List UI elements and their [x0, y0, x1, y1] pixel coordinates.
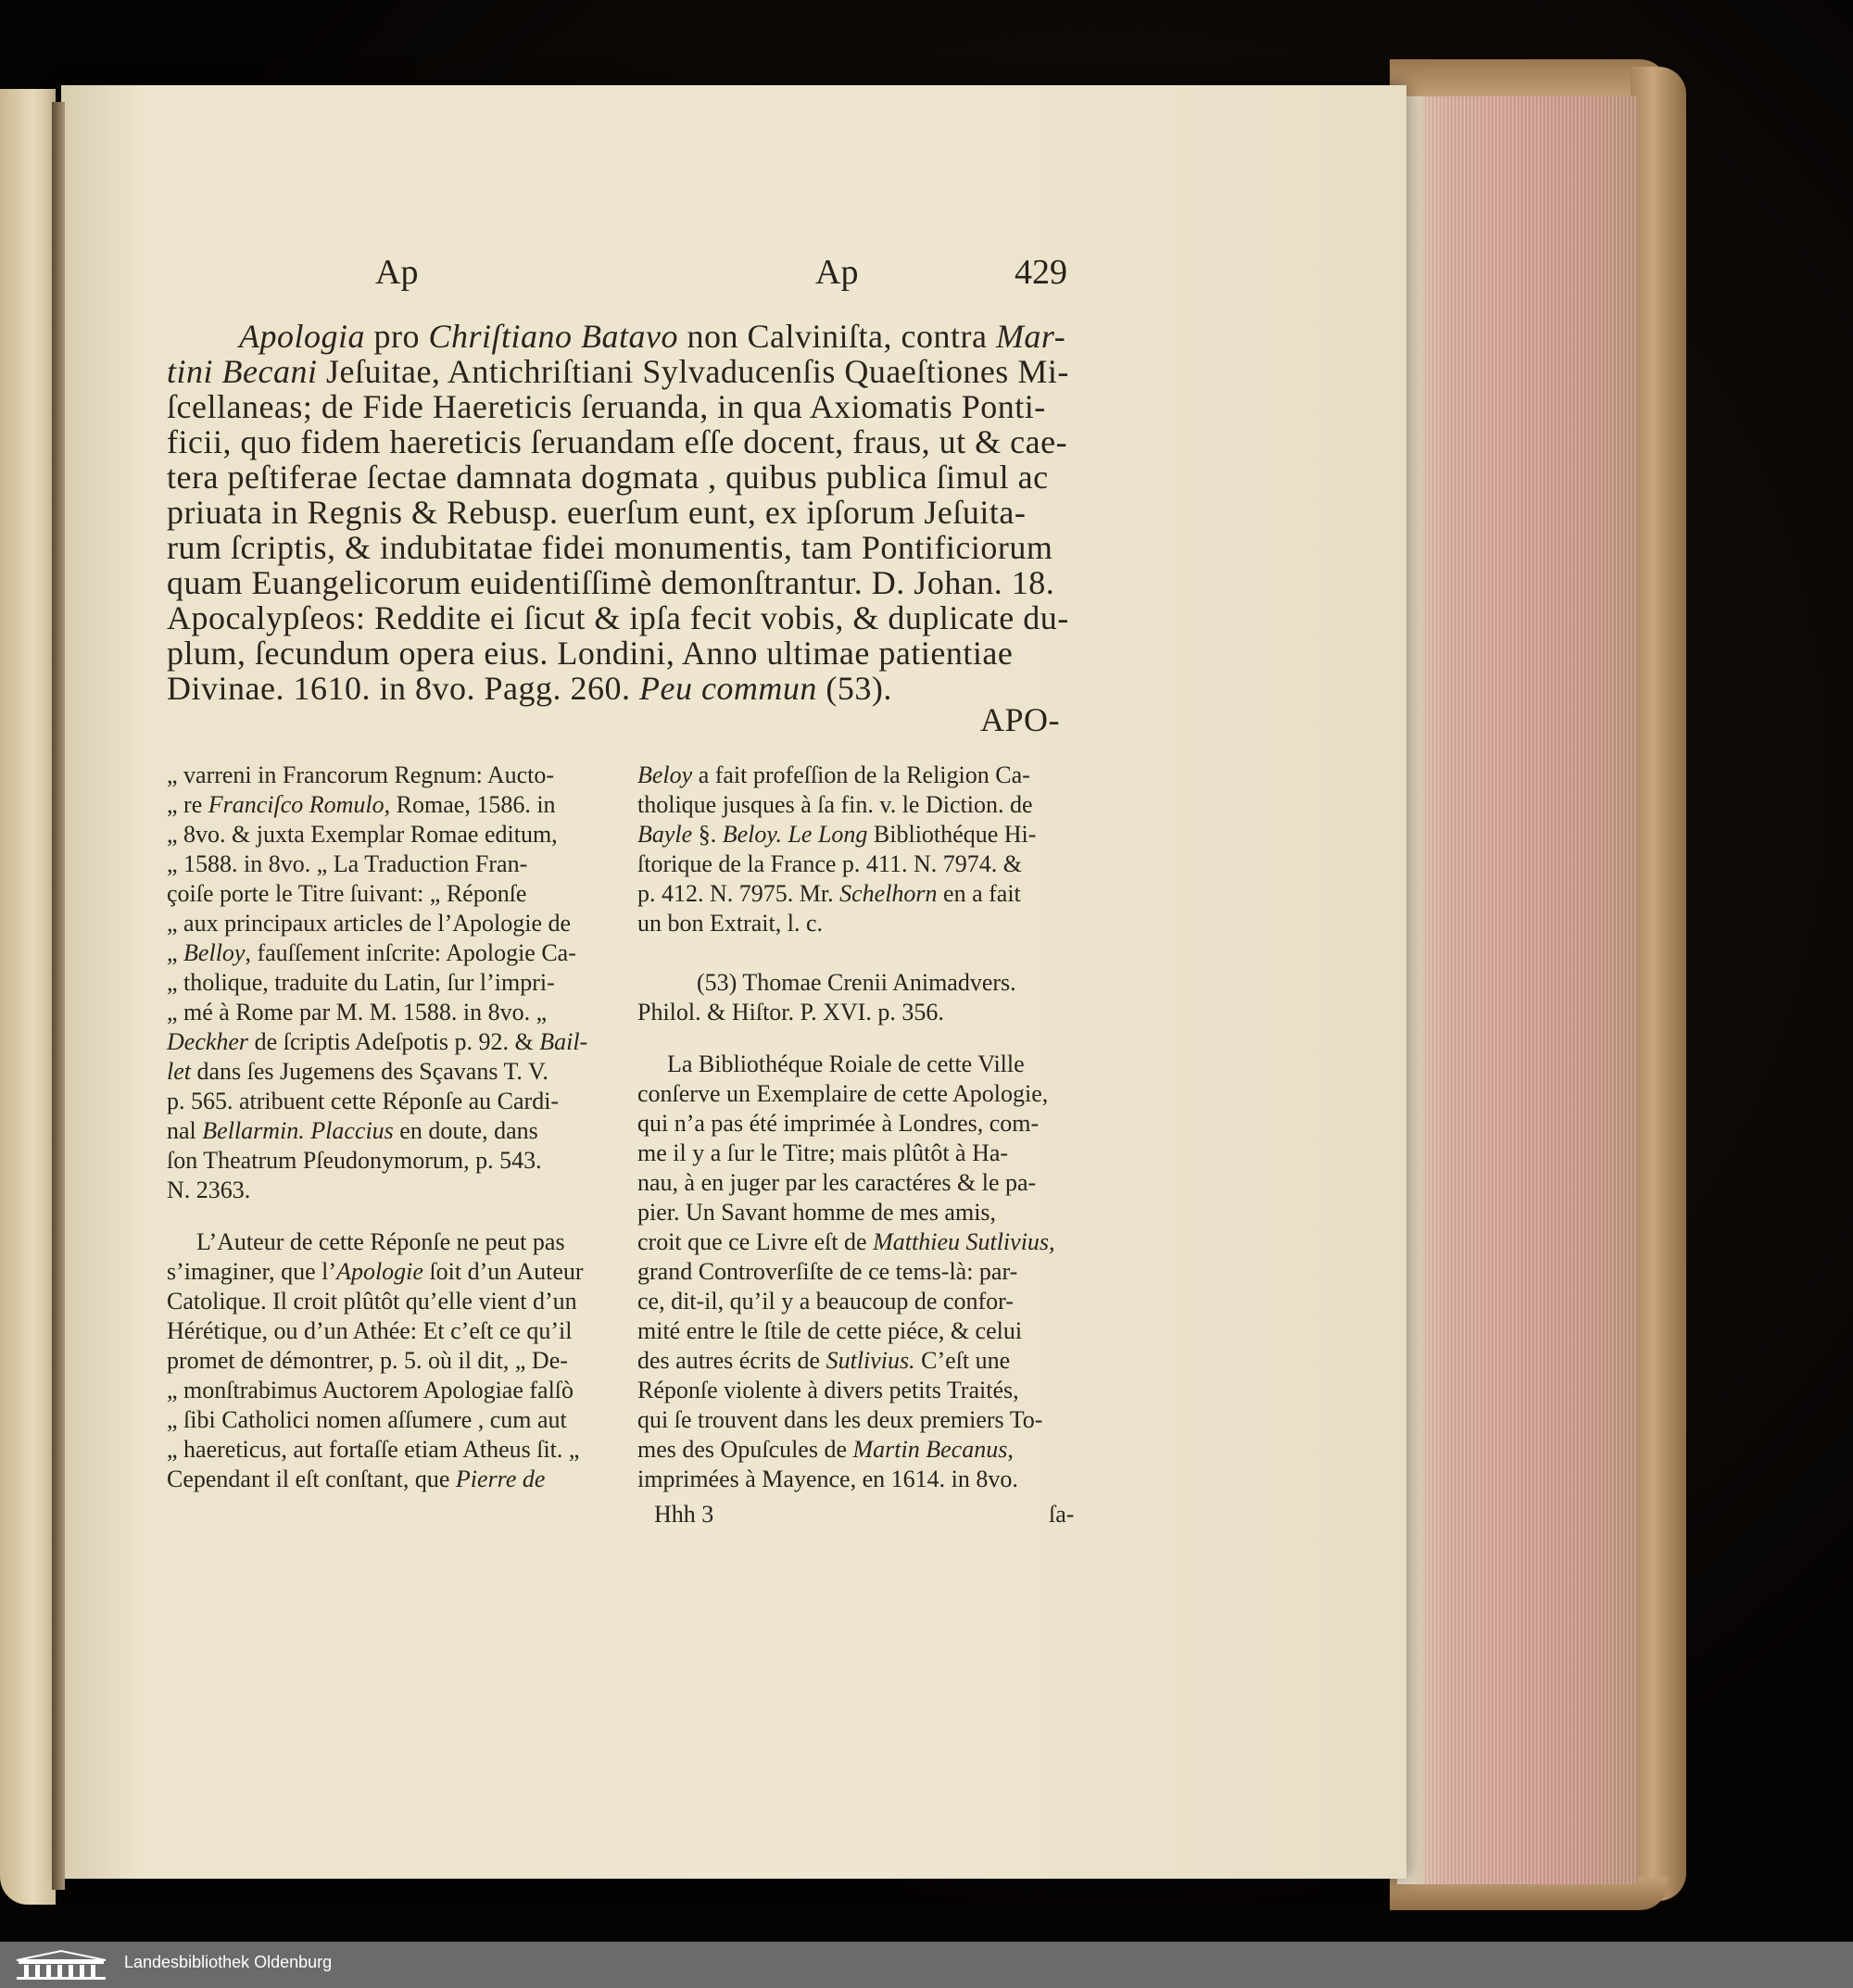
- main-entry-line: priuata in Regnis & Rebusp. euerſum eunt, ex ipſorum Jeſuita-: [167, 494, 1027, 531]
- right-col-line: qui ſe trouvent dans les deux premiers To-: [637, 1406, 1043, 1433]
- right-col-line: qui n’a pas été imprimée à Londres, com-: [637, 1110, 1040, 1137]
- signature-mark: Hhh 3: [654, 1501, 714, 1528]
- page-block-fore-edge: [1397, 96, 1638, 1884]
- main-entry-line: tera peſtiferae ſectae damnata dogmata , quibus publica ſimul ac: [167, 459, 1049, 496]
- left-col-line: „ mé à Rome par M. M. 1588. in 8vo. „: [167, 999, 548, 1025]
- left-col-line: „ Belloy, fauſſement inſcrite: Apologie Ca-: [167, 939, 576, 966]
- left-col-line: p. 565. atribuent cette Réponſe au Cardi-: [167, 1088, 560, 1114]
- left-col-line: L’Auteur de cette Réponſe ne peut pas: [196, 1228, 565, 1255]
- left-col-line: „ varreni in Francorum Regnum: Aucto-: [167, 761, 555, 788]
- right-col-line: conſerve un Exemplaire de cette Apologie,: [637, 1080, 1049, 1107]
- left-col-line: promet de démontrer, p. 5. où il dit, „ De-: [167, 1347, 568, 1374]
- left-col-line: Deckher de ſcriptis Adeſpotis p. 92. & Bail-: [167, 1028, 588, 1055]
- right-col-line: mes des Opuſcules de Martin Becanus,: [637, 1436, 1014, 1463]
- main-entry-line: Divinae. 1610. in 8vo. Pagg. 260. Peu commun (53).: [167, 670, 892, 707]
- catchword-main: APO-: [980, 701, 1061, 738]
- left-col-line: „ monſtrabimus Auctorem Apologiae falſò: [167, 1377, 574, 1403]
- left-col-line: çoiſe porte le Titre ſuivant: „ Réponſe: [167, 880, 527, 907]
- main-entry-line: ſcellaneas; de Fide Haereticis ſeruanda, in qua Axiomatis Ponti-: [167, 388, 1046, 425]
- left-col-line: „ tholique, traduite du Latin, ſur l’impri-: [167, 969, 555, 996]
- right-col-line: mité entre le ſtile de cette piéce, & celui: [637, 1317, 1023, 1344]
- entry-title: Apologia: [239, 318, 365, 355]
- right-col-line: ſtorique de la France p. 411. N. 7974. &: [637, 850, 1022, 877]
- main-entry-line: ficii, quo fidem haereticis ſeruandam eſſe docent, fraus, ut & cae-: [167, 423, 1068, 460]
- footnote-line: (53) Thomae Crenii Animadvers.: [697, 969, 1016, 996]
- right-col-line: Réponſe violente à divers petits Traités,: [637, 1377, 1019, 1403]
- left-col-line: „ re Franciſco Romulo, Romae, 1586. in: [167, 791, 556, 818]
- main-entry-line: quam Euangelicorum euidentiſſimè demonſtrantur. D. Johan. 18.: [167, 564, 1055, 601]
- left-col-line: „ ſibi Catholici nomen aſſumere , cum aut: [167, 1406, 567, 1433]
- left-col-line: nal Bellarmin. Placcius en doute, dans: [167, 1117, 538, 1144]
- left-col-line: „ aux principaux articles de l’Apologie de: [167, 910, 572, 937]
- left-col-line: „ 8vo. & juxta Exemplar Romae editum,: [167, 821, 558, 848]
- right-col-line: tholique jusques à ſa fin. v. le Diction. de: [637, 791, 1033, 818]
- page-number: 429: [1015, 253, 1067, 292]
- right-col-line: un bon Extrait, l. c.: [637, 910, 824, 937]
- footer-label: Landesbibliothek Oldenburg: [124, 1953, 333, 1971]
- footnote-line: Philol. & Hiſtor. P. XVI. p. 356.: [637, 999, 944, 1025]
- previous-page-sliver: [0, 89, 56, 1905]
- left-col-line: s’imaginer, que l’Apologie ſoit d’un Auteur: [167, 1258, 584, 1285]
- left-col-line: Hérétique, ou d’un Athée: Et c’eſt ce qu’il: [167, 1317, 573, 1344]
- main-entry-line: Apologia pro Chriſtiano Batavo non Calviniſta, contra Mar-: [239, 318, 1066, 355]
- main-entry-line: rum ſcriptis, & indubitatae fidei monumentis, tam Pontificiorum: [167, 529, 1053, 566]
- main-entry-line: plum, ſecundum opera eius. Londini, Anno ultimae patientiae: [167, 635, 1014, 672]
- right-col-line: Bayle §. Beloy. Le Long Bibliothéque Hi-: [637, 821, 1037, 848]
- book-gutter: [52, 102, 65, 1890]
- right-col-line: p. 412. N. 7975. Mr. Schelhorn en a fait: [637, 880, 1021, 907]
- book-cover-edge: [1631, 67, 1686, 1901]
- left-col-line: N. 2363.: [167, 1176, 251, 1203]
- right-col-line: pier. Un Savant homme de mes amis,: [637, 1199, 997, 1226]
- right-col-line: me il y a ſur le Titre; mais plûtôt à Ha-: [637, 1139, 1009, 1166]
- library-building-icon: [13, 1949, 109, 1981]
- catchword-column: ſa-: [1049, 1501, 1075, 1528]
- left-col-line: ſon Theatrum Pſeudonymorum, p. 543.: [167, 1147, 542, 1174]
- header-left: Ap: [375, 253, 419, 292]
- right-col-line: des autres écrits de Sutlivius. C’eſt une: [637, 1347, 1011, 1374]
- left-col-line: Cependant il eſt conſtant, que Pierre de: [167, 1466, 546, 1492]
- header-center: Ap: [815, 253, 859, 292]
- right-col-line: croit que ce Livre eſt de Matthieu Sutlivius,: [637, 1228, 1055, 1255]
- footer-bar: [0, 1942, 1853, 1988]
- main-entry-line: tini Becani Jeſuitae, Antichriſtiani Sylvaducenſis Quaeſtiones Mi-: [167, 353, 1069, 390]
- right-col-line: nau, à en juger par les caractéres & le pa-: [637, 1169, 1037, 1196]
- right-col-line: imprimées à Mayence, en 1614. in 8vo.: [637, 1466, 1018, 1492]
- right-col-line: Beloy a fait profeſſion de la Religion Ca-: [637, 761, 1030, 788]
- right-col-line: grand Controverſiſte de ce tems-là: par-: [637, 1258, 1018, 1285]
- right-col-line: La Bibliothéque Roiale de cette Ville: [667, 1051, 1025, 1077]
- main-entry-line: Apocalypſeos: Reddite ei ſicut & ipſa fecit vobis, & duplicate du-: [167, 599, 1069, 636]
- left-col-line: „ haereticus, aut fortaſſe etiam Atheus ſit. „: [167, 1436, 580, 1463]
- right-col-line: ce, dit-il, qu’il y a beaucoup de confor-: [637, 1288, 1014, 1315]
- left-col-line: „ 1588. in 8vo. „ La Traduction Fran-: [167, 850, 528, 877]
- left-col-line: Catolique. Il croit plûtôt qu’elle vient d’un: [167, 1288, 577, 1315]
- left-col-line: let dans ſes Jugemens des Sçavans T. V.: [167, 1058, 548, 1085]
